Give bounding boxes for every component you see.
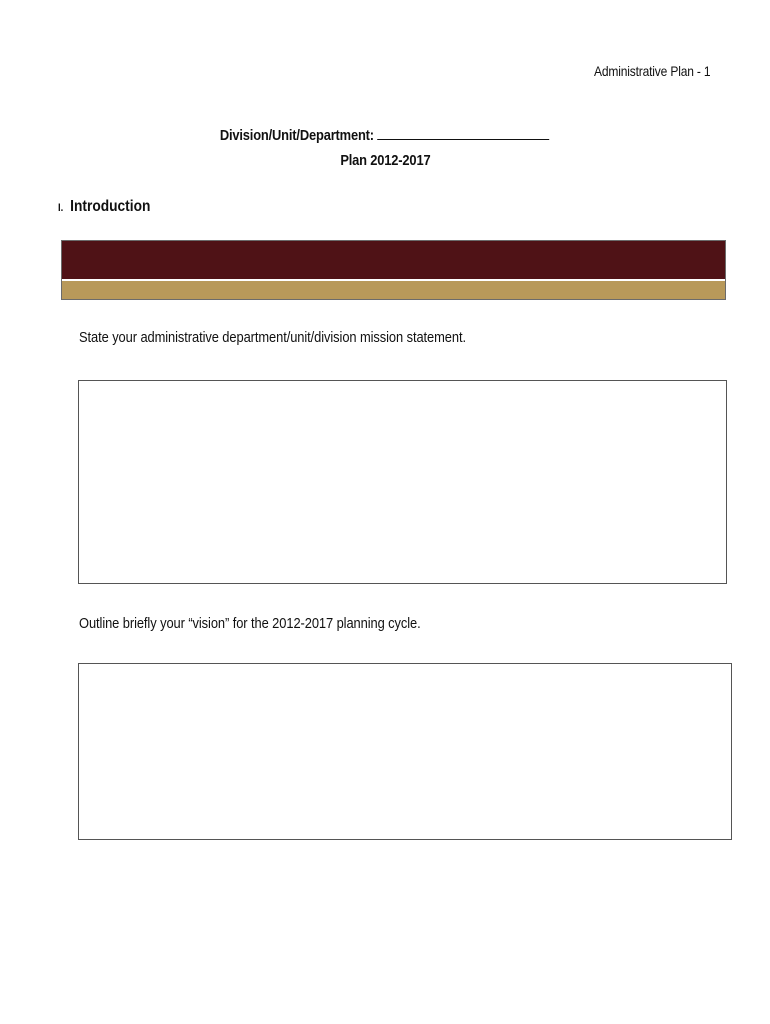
page-header-label: Administrative Plan - 1 xyxy=(593,63,710,79)
title-line-1 xyxy=(220,124,550,148)
division-unit-department-blank[interactable] xyxy=(378,125,550,140)
section-number: I. xyxy=(58,202,64,214)
section-banner xyxy=(61,240,726,300)
banner-dark-band xyxy=(62,241,725,279)
mission-statement-prompt: State your administrative department/unit/division mission statement. xyxy=(79,329,466,346)
mission-statement-answer-box[interactable] xyxy=(78,380,727,584)
section-heading xyxy=(58,198,150,216)
title-block xyxy=(0,124,770,148)
division-unit-department-label: Division/Unit/Department: xyxy=(220,127,375,144)
vision-prompt: Outline briefly your “vision” for the 2012-2017 planning cycle. xyxy=(79,615,421,632)
vision-answer-box[interactable] xyxy=(78,663,732,840)
plan-title: Plan 2012-2017 xyxy=(339,152,431,169)
title-line-2-wrap xyxy=(0,149,770,173)
section-title: Introduction xyxy=(70,198,151,215)
banner-gold-band xyxy=(62,281,725,299)
